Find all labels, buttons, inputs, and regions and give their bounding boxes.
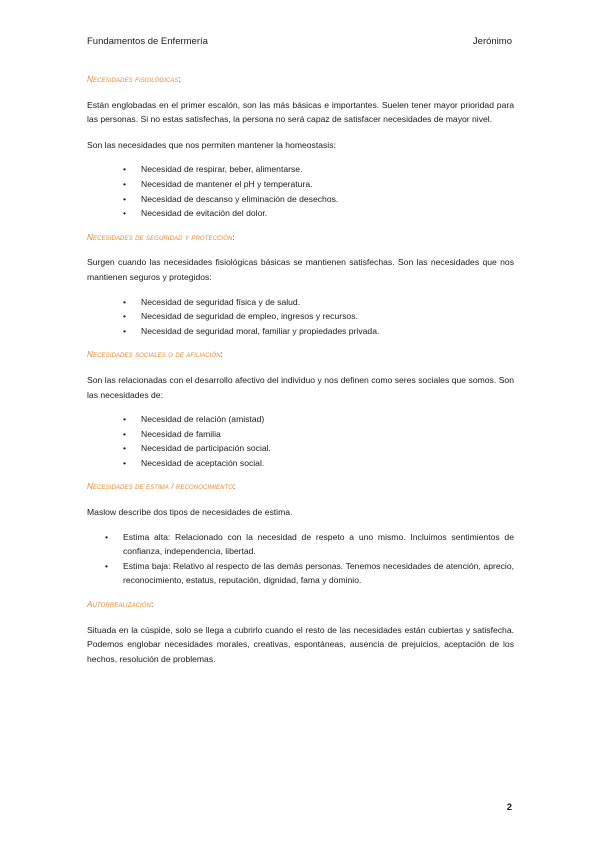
list-item: • Necesidad de descanso y eliminación de desechos. — [123, 192, 514, 207]
list-item: • Estima alta: Relacionado con la necesidad de respeto a uno mismo. Incluimos sentimientos de confianza, independencia, libertad. — [105, 530, 514, 559]
list-item: • Necesidad de relación (amistad) — [123, 412, 514, 427]
paragraph: Surgen cuando las necesidades fisiológicas básicas se mantienen satisfechas. Son las necesidades que nos mantienen seguros y protegidos: — [87, 257, 514, 282]
list-item: • Necesidad de aceptación social. — [123, 456, 514, 471]
section-heading-seguridad: Necesidades de seguridad y protección: — [87, 232, 235, 242]
page-header — [87, 36, 512, 47]
list-item: • Necesidad de respirar, beber, alimentarse. — [123, 162, 514, 177]
paragraph: Situada en la cúspide, solo se llega a cubrirlo cuando el resto de las necesidades están cubiertas y satisfecha. Podemos englobar necesidades morales, creativas, espontáneas, ausencia de prejuicios, aceptación de los hechos, resolución de problemas. — [87, 624, 514, 664]
header-course-title: Fundamentos de Enfermería — [87, 36, 208, 47]
bullet-list — [87, 412, 514, 470]
page-number: 2 — [506, 802, 512, 813]
document-body — [87, 73, 514, 666]
section-heading-sociales: Necesidades sociales o de afiliación: — [87, 350, 224, 360]
list-item: • Necesidad de mantener el pH y temperatura. — [123, 177, 514, 192]
bullet-list — [87, 295, 514, 339]
paragraph: Son las relacionadas con el desarrollo afectivo del individuo y nos definen como seres sociales que somos. Son las necesidades de: — [87, 374, 514, 400]
paragraph: Están englobadas en el primer escalón, son las más básicas e importantes. Suelen tener mayor prioridad para las personas. Si no estas satisfechas, la persona no será capaz de satisfacer necesidades de mayor nivel. — [87, 99, 514, 125]
section-heading-fisiologicas: Necesidades fisiológicas: — [87, 75, 181, 84]
bullet-list — [87, 162, 514, 220]
header-author: Jerónimo — [472, 36, 512, 47]
paragraph: Son las necesidades que nos permiten mantener la homeostasis: — [87, 139, 336, 150]
paragraph: Maslow describe dos tipos de necesidades de estima. — [87, 507, 293, 518]
list-item: • Estima baja: Relativo al respecto de las demás personas. Tenemos necesidades de atención, aprecio, reconocimiento, estatus, reputación, dignidad, fama y dominio. — [105, 559, 514, 588]
section-heading-estima: Necesidades de estima / reconocimiento: — [87, 482, 236, 492]
list-item: • Necesidad de evitación del dolor. — [123, 206, 514, 221]
list-item: • Necesidad de familia — [123, 427, 514, 442]
list-item: • Necesidad de seguridad de empleo, ingresos y recursos. — [123, 309, 514, 324]
bullet-list — [87, 530, 514, 588]
section-heading-autorrealizacion: Autorrealización: — [87, 600, 154, 610]
list-item: • Necesidad de seguridad física y de salud. — [123, 295, 514, 310]
list-item: • Necesidad de seguridad moral, familiar y propiedades privada. — [123, 324, 514, 339]
list-item: • Necesidad de participación social. — [123, 441, 514, 456]
